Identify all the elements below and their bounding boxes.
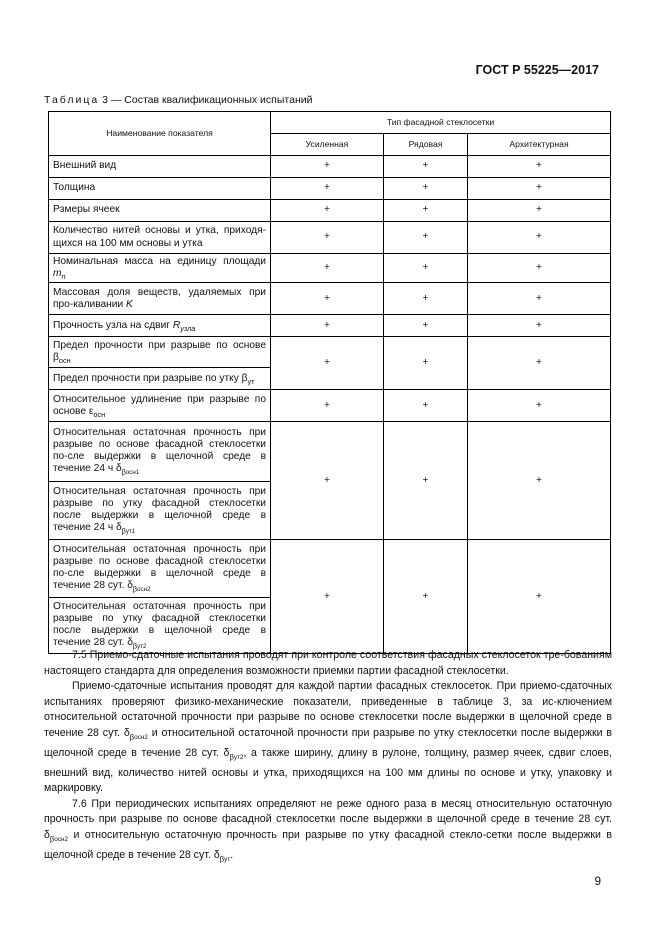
symbol: δ [127, 637, 133, 649]
col-header-group: Тип фасадной стеклосетки [271, 112, 611, 134]
table-row [49, 337, 611, 368]
symbol-sub: β [219, 854, 225, 864]
symbol: δ [223, 746, 230, 759]
row-name-text: Массовая доля веществ, удаляемых при про-каливании [53, 286, 266, 310]
table-caption [44, 94, 312, 106]
mark-cell: + [271, 200, 384, 222]
symbol: δ [115, 522, 122, 534]
mark-cell: + [468, 178, 611, 200]
row-name-text: Относительная остаточная прочность при разрыве по утку фасадной стеклосетки после выдержки в щелочной среде в течение 28 сут. [53, 600, 266, 649]
col-header-name: Наименование показателя [49, 112, 271, 156]
symbol-sub2: осн2 [134, 734, 148, 742]
row-name [49, 283, 271, 315]
table-row [49, 254, 611, 283]
table-row [49, 315, 611, 337]
table-row [49, 156, 611, 178]
symbol-sub2: осн2 [137, 586, 151, 594]
mark-cell: + [384, 222, 468, 254]
col-header-type-2: Рядовая [384, 134, 468, 156]
mark-cell: + [271, 156, 384, 178]
symbol: β [241, 372, 248, 384]
paragraph-7-6 [44, 797, 612, 868]
row-name-text: Относительная остаточная прочность при разрыве по основе фасадной стеклосетки по-сле выдержки в щелочной среде в течение 28 сут. [53, 543, 266, 592]
symbol-sub: β [129, 732, 135, 742]
symbol-sub: β [229, 752, 234, 762]
table-row [49, 540, 611, 598]
row-name-text: Прочность узла на сдвиг [53, 319, 170, 331]
row-name: Количество нитей основы и утка, приходя-щихся на 100 мм основы и утка [49, 222, 271, 254]
mark-cell: + [271, 178, 384, 200]
row-name-text: Относительное удлинение при разрыве по основе [53, 393, 266, 417]
document-code: ГОСТ Р 55225—2017 [475, 63, 599, 77]
symbol: δ [213, 848, 220, 861]
row-name [49, 540, 271, 598]
row-name [49, 422, 271, 482]
body-text [44, 648, 612, 867]
col-header-type-1: Усиленная [271, 134, 384, 156]
symbol: δ [44, 828, 50, 841]
symbol-sub: β [121, 526, 126, 536]
text-run: . [230, 848, 234, 861]
col-header-type-3: Архитектурная [468, 134, 611, 156]
mark-cell: + [468, 156, 611, 178]
symbol-sub: β [132, 641, 138, 651]
table-header-row [49, 112, 611, 134]
table-caption-text: — Состав квалификационных испытаний [110, 94, 313, 106]
table-row [49, 422, 611, 482]
mark-cell: + [384, 283, 468, 315]
row-name: Толщина [49, 178, 271, 200]
mark-cell: + [468, 222, 611, 254]
symbol: δ [127, 580, 133, 592]
page-number: 9 [594, 876, 601, 888]
symbol-sub: β [49, 834, 55, 844]
row-name [49, 315, 271, 337]
row-name: Рзмеры ячеек [49, 200, 271, 222]
symbol-sub: β [121, 467, 126, 477]
mark-cell: + [468, 422, 611, 540]
mark-cell: + [271, 222, 384, 254]
table-row [49, 200, 611, 222]
symbol-sub2: ут1 [125, 528, 136, 536]
symbol-sub2: ут [224, 855, 231, 863]
table-row [49, 222, 611, 254]
symbol-sub: осн [58, 356, 71, 366]
symbol: m [53, 268, 62, 280]
symbol-sub2: ут2 [137, 643, 147, 651]
paragraph-acceptance-tests [44, 679, 612, 797]
paragraph-7-5: 7.5 Приемо-сдаточные испытания проводят при контроле соответствия фасадных стеклосеток тре-бованиям настоящего стандарта для определения возможности приемки партии фасадной стеклосетки. [44, 649, 612, 677]
text-run: и относительной остаточной прочности при разрыве по утку стеклосетки после выдержки в щелочной среде в течение 28 сут. [44, 726, 612, 759]
mark-cell: + [468, 200, 611, 222]
mark-cell: + [271, 540, 384, 654]
mark-cell: + [384, 254, 468, 283]
table-caption-number: 3 [102, 94, 108, 106]
row-name-text: Предел прочности при разрыве по основе [53, 340, 266, 352]
mark-cell: + [384, 178, 468, 200]
symbol-sub2: осн2 [54, 836, 69, 844]
mark-cell: + [271, 422, 384, 540]
table-row [49, 390, 611, 422]
row-name [49, 337, 271, 368]
mark-cell: + [384, 390, 468, 422]
mark-cell: + [384, 422, 468, 540]
symbol-sub2: ут2 [233, 753, 244, 761]
row-name-text: Предел прочности при разрыве по утку [53, 372, 239, 384]
table-caption-prefix: Таблица [44, 94, 100, 106]
row-name [49, 390, 271, 422]
row-name [49, 368, 271, 390]
mark-cell: + [468, 540, 611, 654]
symbol-sub: ут [247, 376, 255, 386]
symbol: δ [115, 463, 122, 475]
symbol: K [126, 298, 133, 310]
mark-cell: + [384, 156, 468, 178]
mark-cell: + [271, 315, 384, 337]
symbol-sub: узла [180, 323, 196, 333]
text-run: Приемо-сдаточные испытания проводят для каждой партии фасадных стеклосеток. При приемо-сдаточных испытаниях проверяют физико-механические показатели, приведенные в таблице 3, за ис-ключением относительной остаточной прочности при разрыве по основе стеклосетки после выдержки в щелочной среде в течение 28 сут. [44, 680, 612, 739]
symbol-sub: осн [93, 410, 106, 419]
mark-cell: + [384, 540, 468, 654]
row-name-text: Относительная остаточная прочность при разрыве по основе фасадной стеклосетки по-сле выдержки в щелочной среде в течение 24 ч [53, 426, 266, 475]
row-name [49, 598, 271, 654]
mark-cell: + [271, 283, 384, 315]
symbol: ε [88, 405, 94, 417]
symbol: R [172, 319, 181, 331]
table-row [49, 283, 611, 315]
mark-cell: + [271, 254, 384, 283]
mark-cell: + [468, 254, 611, 283]
symbol: δ [123, 726, 130, 739]
mark-cell: + [384, 337, 468, 390]
mark-cell: + [468, 390, 611, 422]
mark-cell: + [468, 315, 611, 337]
row-name [49, 254, 271, 283]
mark-cell: + [468, 337, 611, 390]
mark-cell: + [468, 283, 611, 315]
mark-cell: + [271, 337, 384, 390]
row-name-text: Номинальная масса на единицу площади [53, 256, 266, 267]
symbol-sub2: осн1 [125, 469, 140, 477]
qualification-tests-table [48, 111, 611, 654]
text-run: и относительную остаточную прочность при разрыве по утку фасадной стекло-сетки после выдержки в щелочной среде в течение 28 сут. [44, 828, 612, 861]
mark-cell: + [384, 315, 468, 337]
symbol-sub: β [132, 584, 138, 594]
table-row [49, 178, 611, 200]
mark-cell: + [384, 200, 468, 222]
row-name: Внешний вид [49, 156, 271, 178]
symbol: β [53, 352, 59, 364]
text-run: 7.6 При периодических испытаниях определяют не реже одного раза в месяц относительную остаточную прочность при разрыве по основе фасадной стеклосетки после выдержки в щелочной среде в течение 28 сут. [44, 797, 612, 826]
row-name [49, 482, 271, 540]
mark-cell: + [271, 390, 384, 422]
text-run: , а также ширину, длину в рулоне, толщину, размер ячеек, сдвиг слоев, внешний вид, количество нитей основы и утка, приходящихся на 100 мм длины по основе и утку, упаковку и маркировку. [44, 746, 612, 795]
row-name-text: Относительная остаточная прочность при разрыве по утку фасадной стеклосетки после выдержки в щелочной среде в течение 24 ч [53, 485, 266, 534]
symbol-sub: n [61, 272, 66, 282]
